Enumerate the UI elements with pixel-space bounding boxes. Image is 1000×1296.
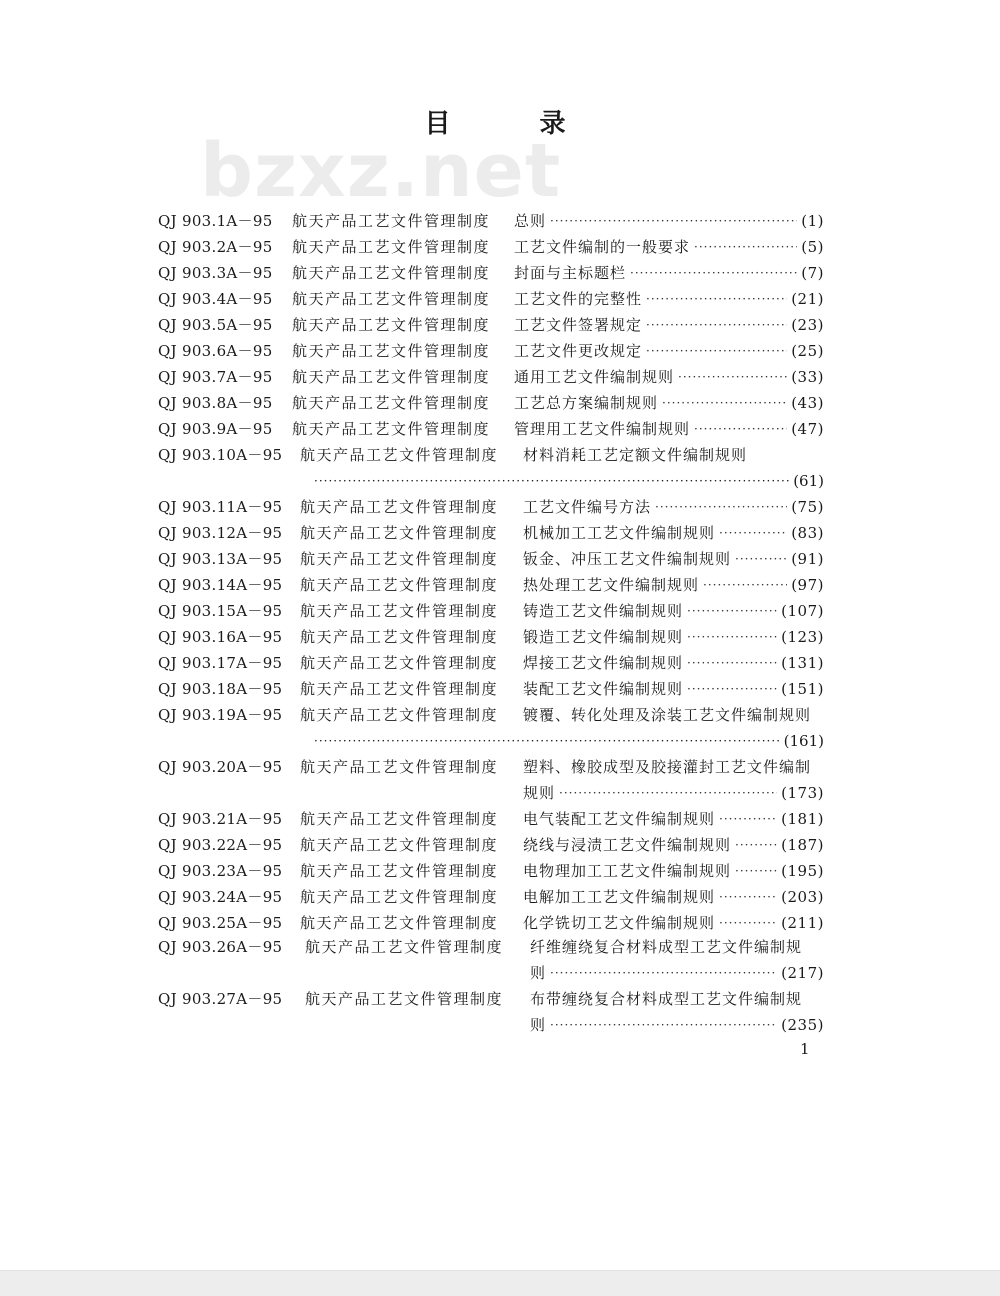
page-title: 目 录 xyxy=(424,109,606,139)
toc-page: (75) xyxy=(791,498,824,516)
toc-series: 航天产品工艺文件管理制度 xyxy=(300,758,499,776)
toc-title[interactable]: 纤维缠绕复合材料成型工艺文件编制规 xyxy=(530,938,803,956)
leader-dots xyxy=(719,522,787,544)
toc-series: 航天产品工艺文件管理制度 xyxy=(300,602,499,620)
toc-title: 工艺文件编号方法 xyxy=(523,498,652,516)
toc-series: 航天产品工艺文件管理制度 xyxy=(300,550,499,568)
toc-code: QJ 903.2A－95 xyxy=(158,238,273,256)
toc-page: (83) xyxy=(791,524,824,542)
toc-code: QJ 903.21A－95 xyxy=(158,810,283,828)
leader-dots xyxy=(550,962,777,984)
toc-entry[interactable] xyxy=(523,834,824,856)
toc-series: 航天产品工艺文件管理制度 xyxy=(305,938,504,956)
toc-title: 工艺文件签署规定 xyxy=(514,316,643,334)
toc-page: (25) xyxy=(791,342,824,360)
toc-title: 化学铣切工艺文件编制规则 xyxy=(523,914,716,932)
toc-series: 航天产品工艺文件管理制度 xyxy=(300,680,499,698)
toc-title[interactable]: 镀覆、转化处理及涂装工艺文件编制规则 xyxy=(523,706,812,724)
toc-title: 通用工艺文件编制规则 xyxy=(514,368,675,386)
toc-code: QJ 903.4A－95 xyxy=(158,290,273,308)
toc-title-cont: 规则 xyxy=(523,784,556,802)
toc-entry[interactable] xyxy=(523,678,824,700)
leader-dots xyxy=(694,418,787,440)
toc-code: QJ 903.5A－95 xyxy=(158,316,273,334)
toc-code: QJ 903.16A－95 xyxy=(158,628,283,646)
toc-entry[interactable] xyxy=(523,496,824,518)
toc-code: QJ 903.1A－95 xyxy=(158,212,273,230)
toc-title[interactable]: 塑料、橡胶成型及胶接灌封工艺文件编制 xyxy=(523,758,812,776)
toc-series: 航天产品工艺文件管理制度 xyxy=(292,420,491,438)
toc-title: 电解加工工艺文件编制规则 xyxy=(523,888,716,906)
toc-title: 电物理加工工艺文件编制规则 xyxy=(523,862,732,880)
toc-series: 航天产品工艺文件管理制度 xyxy=(292,368,491,386)
page-number: 1 xyxy=(800,1040,810,1058)
toc-series: 航天产品工艺文件管理制度 xyxy=(300,888,499,906)
toc-title: 管理用工艺文件编制规则 xyxy=(514,420,691,438)
toc-series: 航天产品工艺文件管理制度 xyxy=(292,342,491,360)
toc-series: 航天产品工艺文件管理制度 xyxy=(292,238,491,256)
leader-dots xyxy=(694,236,797,258)
toc-series: 航天产品工艺文件管理制度 xyxy=(300,498,499,516)
toc-entry[interactable] xyxy=(514,314,824,336)
toc-series: 航天产品工艺文件管理制度 xyxy=(292,394,491,412)
toc-page: (91) xyxy=(791,550,824,568)
toc-title: 铸造工艺文件编制规则 xyxy=(523,602,684,620)
toc-code: QJ 903.19A－95 xyxy=(158,706,283,724)
toc-page: (1) xyxy=(801,212,824,230)
toc-title[interactable]: 布带缠绕复合材料成型工艺文件编制规 xyxy=(530,990,803,1008)
leader-dots xyxy=(314,730,780,752)
leader-dots xyxy=(314,470,789,492)
toc-page: (43) xyxy=(791,394,824,412)
toc-page: (61) xyxy=(793,472,824,490)
leader-dots xyxy=(655,496,787,518)
leader-dots xyxy=(703,574,787,596)
toc-code: QJ 903.22A－95 xyxy=(158,836,283,854)
toc-series: 航天产品工艺文件管理制度 xyxy=(300,446,499,464)
leader-dots xyxy=(719,808,777,830)
toc-title: 热处理工艺文件编制规则 xyxy=(523,576,700,594)
toc-title: 工艺总方案编制规则 xyxy=(514,394,659,412)
toc-series: 航天产品工艺文件管理制度 xyxy=(292,264,491,282)
toc-page: (21) xyxy=(791,290,824,308)
toc-code: QJ 903.7A－95 xyxy=(158,368,273,386)
toc-page: (107) xyxy=(781,602,824,620)
toc-entry[interactable] xyxy=(523,600,824,622)
toc-page: (235) xyxy=(781,1016,824,1034)
toc-title: 电气装配工艺文件编制规则 xyxy=(523,810,716,828)
toc-series: 航天产品工艺文件管理制度 xyxy=(300,810,499,828)
toc-code: QJ 903.26A－95 xyxy=(158,938,283,956)
toc-code: QJ 903.25A－95 xyxy=(158,914,283,932)
toc-entry[interactable] xyxy=(523,652,824,674)
toc-entry[interactable] xyxy=(514,418,824,440)
toc-code: QJ 903.18A－95 xyxy=(158,680,283,698)
toc-code: QJ 903.24A－95 xyxy=(158,888,283,906)
leader-dots xyxy=(550,210,797,232)
toc-entry[interactable] xyxy=(523,548,824,570)
toc-entry[interactable] xyxy=(514,262,824,284)
toc-page: (173) xyxy=(781,784,824,802)
toc-page: (151) xyxy=(781,680,824,698)
toc-series: 航天产品工艺文件管理制度 xyxy=(292,316,491,334)
toc-entry[interactable] xyxy=(523,860,824,882)
viewer-bottom-strip xyxy=(0,1270,1000,1296)
toc-series: 航天产品工艺文件管理制度 xyxy=(292,290,491,308)
toc-page: (97) xyxy=(791,576,824,594)
toc-entry[interactable] xyxy=(523,782,824,804)
toc-code: QJ 903.20A－95 xyxy=(158,758,283,776)
toc-entry-continuation xyxy=(314,470,824,492)
toc-entry[interactable] xyxy=(514,236,824,258)
toc-entry[interactable] xyxy=(523,808,824,830)
toc-page: (131) xyxy=(781,654,824,672)
toc-title: 工艺文件更改规定 xyxy=(514,342,643,360)
toc-entry[interactable] xyxy=(514,210,824,232)
toc-entry[interactable] xyxy=(523,886,824,908)
toc-title: 工艺文件的完整性 xyxy=(514,290,643,308)
toc-page: (47) xyxy=(791,420,824,438)
toc-code: QJ 903.6A－95 xyxy=(158,342,273,360)
watermark: bzxz.net xyxy=(200,128,562,214)
toc-code: QJ 903.8A－95 xyxy=(158,394,273,412)
toc-page: (161) xyxy=(783,732,824,750)
toc-entry[interactable] xyxy=(514,366,824,388)
toc-page: (5) xyxy=(801,238,824,256)
toc-series: 航天产品工艺文件管理制度 xyxy=(300,706,499,724)
toc-code: QJ 903.17A－95 xyxy=(158,654,283,672)
toc-page: (211) xyxy=(781,914,824,932)
toc-title: 锻造工艺文件编制规则 xyxy=(523,628,684,646)
toc-page: (203) xyxy=(781,888,824,906)
toc-series: 航天产品工艺文件管理制度 xyxy=(305,990,504,1008)
leader-dots xyxy=(735,860,777,882)
leader-dots xyxy=(646,340,787,362)
toc-entry-continuation xyxy=(314,730,824,752)
leader-dots xyxy=(687,678,777,700)
leader-dots xyxy=(719,912,777,934)
leader-dots xyxy=(646,288,787,310)
toc-entry[interactable] xyxy=(530,1014,824,1036)
toc-title: 钣金、冲压工艺文件编制规则 xyxy=(523,550,732,568)
toc-code: QJ 903.15A－95 xyxy=(158,602,283,620)
toc-series: 航天产品工艺文件管理制度 xyxy=(300,628,499,646)
leader-dots xyxy=(719,886,777,908)
toc-page: (7) xyxy=(801,264,824,282)
toc-title[interactable]: 材料消耗工艺定额文件编制规则 xyxy=(523,446,748,464)
toc-series: 航天产品工艺文件管理制度 xyxy=(300,576,499,594)
toc-title-cont: 则 xyxy=(530,1016,547,1034)
leader-dots xyxy=(687,626,777,648)
leader-dots xyxy=(559,782,777,804)
toc-title: 装配工艺文件编制规则 xyxy=(523,680,684,698)
toc-page: (187) xyxy=(781,836,824,854)
toc-code: QJ 903.14A－95 xyxy=(158,576,283,594)
leader-dots xyxy=(630,262,797,284)
toc-series: 航天产品工艺文件管理制度 xyxy=(300,862,499,880)
toc-code: QJ 903.3A－95 xyxy=(158,264,273,282)
toc-series: 航天产品工艺文件管理制度 xyxy=(292,212,491,230)
toc-code: QJ 903.12A－95 xyxy=(158,524,283,542)
leader-dots xyxy=(646,314,787,336)
toc-title: 总则 xyxy=(514,212,547,230)
toc-title-cont: 则 xyxy=(530,964,547,982)
toc-series: 航天产品工艺文件管理制度 xyxy=(300,654,499,672)
leader-dots xyxy=(687,652,777,674)
leader-dots xyxy=(678,366,787,388)
toc-page: (217) xyxy=(781,964,824,982)
toc-series: 航天产品工艺文件管理制度 xyxy=(300,914,499,932)
toc-entry[interactable] xyxy=(523,626,824,648)
leader-dots xyxy=(550,1014,777,1036)
toc-entry[interactable] xyxy=(530,962,824,984)
toc-entry[interactable] xyxy=(514,340,824,362)
toc-entry[interactable] xyxy=(523,522,824,544)
toc-code: QJ 903.9A－95 xyxy=(158,420,273,438)
leader-dots xyxy=(735,834,777,856)
toc-series: 航天产品工艺文件管理制度 xyxy=(300,836,499,854)
toc-entry[interactable] xyxy=(514,288,824,310)
toc-title: 机械加工工艺文件编制规则 xyxy=(523,524,716,542)
toc-page: (195) xyxy=(781,862,824,880)
toc-title: 焊接工艺文件编制规则 xyxy=(523,654,684,672)
toc-entry[interactable] xyxy=(523,912,824,934)
toc-page: (181) xyxy=(781,810,824,828)
leader-dots xyxy=(687,600,777,622)
leader-dots xyxy=(735,548,787,570)
toc-page: (123) xyxy=(781,628,824,646)
toc-title: 封面与主标题栏 xyxy=(514,264,627,282)
toc-code: QJ 903.13A－95 xyxy=(158,550,283,568)
toc-page: (33) xyxy=(791,368,824,386)
toc-page: (23) xyxy=(791,316,824,334)
toc-code: QJ 903.11A－95 xyxy=(158,498,283,516)
toc-series: 航天产品工艺文件管理制度 xyxy=(300,524,499,542)
toc-code: QJ 903.23A－95 xyxy=(158,862,283,880)
toc-title: 绕线与浸渍工艺文件编制规则 xyxy=(523,836,732,854)
toc-code: QJ 903.10A－95 xyxy=(158,446,283,464)
toc-code: QJ 903.27A－95 xyxy=(158,990,283,1008)
toc-title: 工艺文件编制的一般要求 xyxy=(514,238,691,256)
toc-entry[interactable] xyxy=(523,574,824,596)
leader-dots xyxy=(662,392,787,414)
toc-entry[interactable] xyxy=(514,392,824,414)
